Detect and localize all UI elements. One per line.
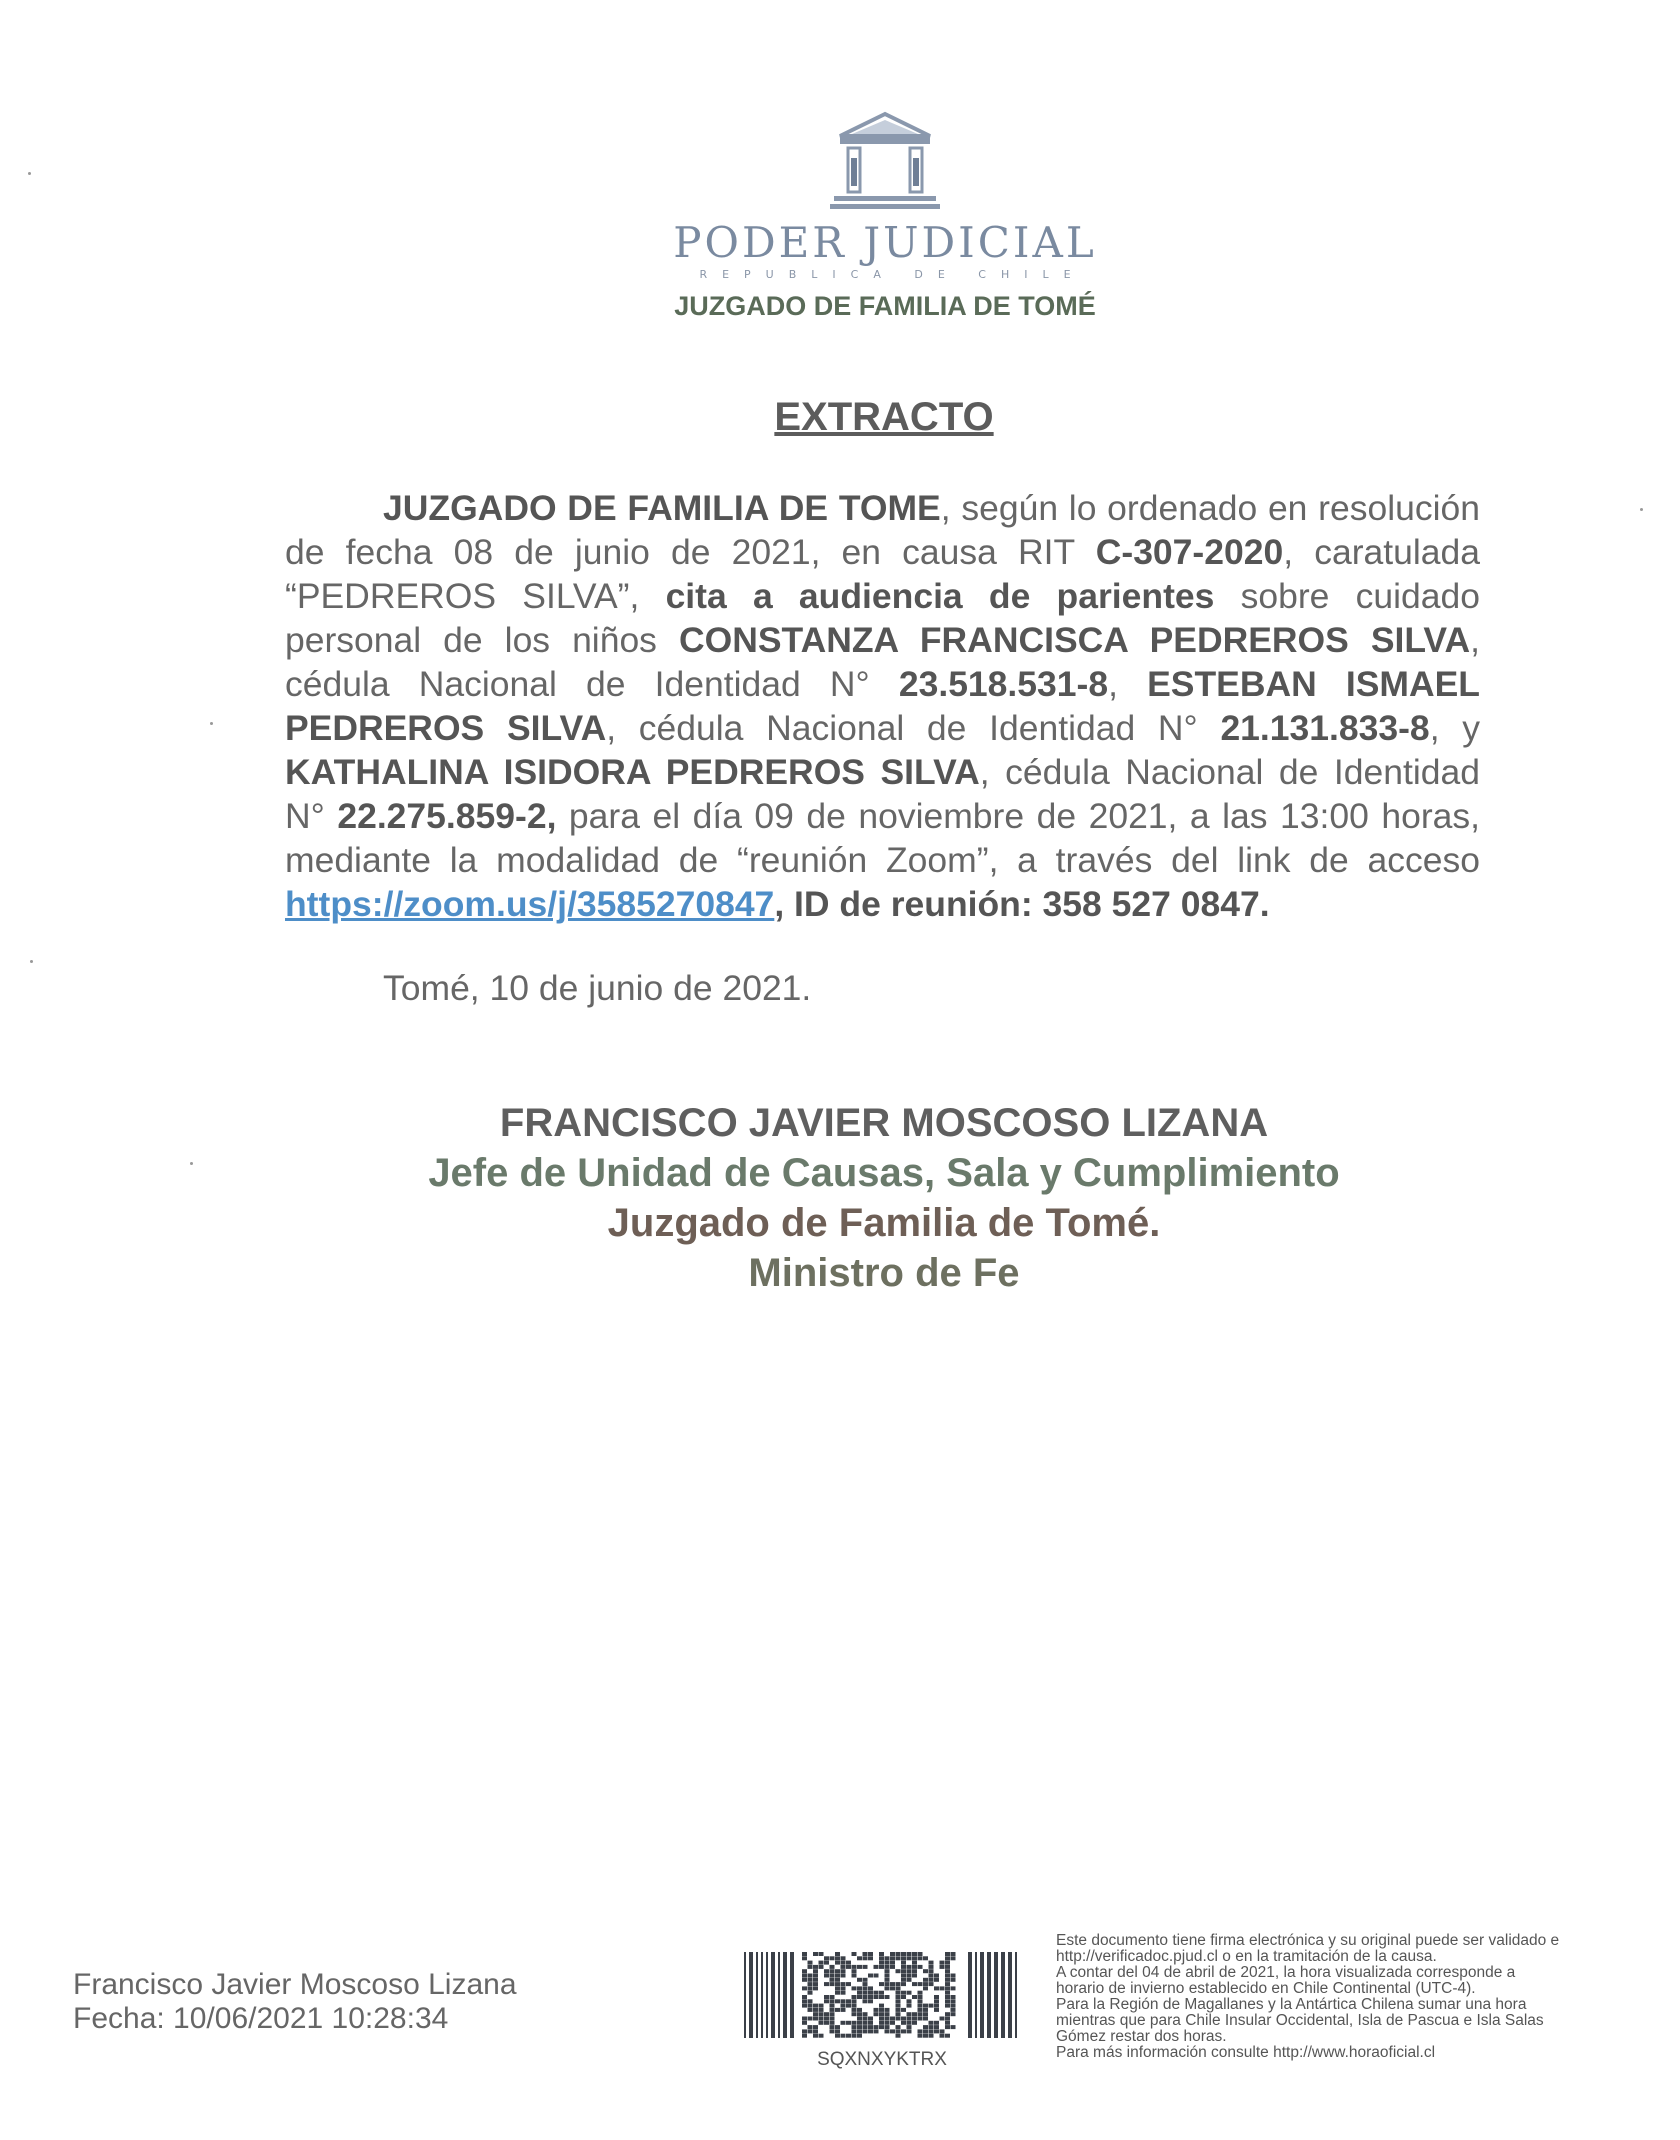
signatory-role: Jefe de Unidad de Causas, Sala y Cumplimiento <box>428 1151 1340 1195</box>
notice-line: mientras que para Chile Insular Occidental, Isla de Pascua e Isla Salas <box>1056 2012 1544 2029</box>
text-segment: , cédula Nacional de Identidad N° <box>285 752 1481 836</box>
verification-barcode <box>744 1950 1020 2071</box>
text-segment: , <box>1108 664 1148 704</box>
notice-line: Para la Región de Magallanes y la Antártica Chilena sumar una hora <box>1056 1996 1527 2013</box>
barcode-icon <box>744 1950 1020 2040</box>
document-title: EXTRACTO <box>774 395 994 439</box>
court-name: JUZGADO DE FAMILIA DE TOMÉ <box>674 291 1096 321</box>
notice-line: Este documento tiene firma electrónica y su original puede ser validado e <box>1056 1933 1560 1949</box>
child-name-1: CONSTANZA FRANCISCA PEDREROS SILVA <box>678 620 1471 660</box>
notice-line: http://verificadoc.pjud.cl o en la tramitación de la causa. <box>1056 1948 1437 1965</box>
place-date: Tomé, 10 de junio de 2021. <box>383 968 812 1008</box>
meeting-id: ID de reunión: 358 527 0847. <box>794 884 1270 924</box>
zoom-link[interactable]: https://zoom.us/j/3585270847 <box>285 884 775 924</box>
text-segment: , según lo ordenado en resolución de fecha 08 de junio de 2021, en causa RIT <box>285 488 1480 572</box>
child-id-2: 21.131.833-8 <box>1220 708 1430 748</box>
text-segment: , y <box>1429 708 1481 748</box>
signatory-name: FRANCISCO JAVIER MOSCOSO LIZANA <box>499 1101 1269 1145</box>
courthouse-logo-icon <box>830 108 940 214</box>
citation-text: cita a audiencia de parientes <box>665 576 1215 616</box>
letterhead <box>560 108 1210 322</box>
signature-timestamp: Fecha: 10/06/2021 10:28:34 <box>73 2002 449 2035</box>
notice-line: A contar del 04 de abril de 2021, la hora visualizada corresponde a <box>1056 1964 1516 1981</box>
institution-country: REPUBLICA DE CHILE <box>699 268 1086 281</box>
text-segment: para el día 09 de noviembre de 2021, a las 13:00 horas, mediante la modalidad de “reunión Zoom”, a través del link de acceso <box>285 796 1480 880</box>
notice-line: horario de invierno establecido en Chile Continental (UTC-4). <box>1056 1980 1476 1997</box>
text-segment: , cédula Nacional de Identidad N° <box>606 708 1221 748</box>
text-segment: , <box>774 884 795 924</box>
notice-line: Gómez restar dos horas. <box>1056 2028 1227 2045</box>
child-name-2: ESTEBAN ISMAEL PEDREROS SILVA <box>285 664 1480 748</box>
notice-line: Para más información consulte http://www.horaoficial.cl <box>1056 2044 1436 2061</box>
case-rit: C-307-2020 <box>1095 532 1284 572</box>
child-name-3: KATHALINA ISIDORA PEDREROS SILVA <box>285 752 980 792</box>
signatory-title: Ministro de Fe <box>748 1251 1020 1295</box>
signatory-court: Juzgado de Familia de Tomé. <box>607 1201 1161 1245</box>
court-reference: JUZGADO DE FAMILIA DE TOME <box>383 488 941 528</box>
text-segment: sobre cuidado personal de los niños <box>285 576 1480 660</box>
electronic-signer <box>73 1968 517 2036</box>
validation-notice <box>1056 1933 1680 2085</box>
verification-code: SQXNXYKTRX <box>817 2049 947 2070</box>
extract-paragraph <box>285 486 1480 926</box>
child-id-1: 23.518.531-8 <box>898 664 1109 704</box>
text-segment: , cédula Nacional de Identidad N° <box>285 620 1480 704</box>
extract-body <box>285 486 1480 926</box>
text-segment: , caratulada “PEDREROS SILVA”, <box>285 532 1480 616</box>
signature-block <box>0 1098 1680 1298</box>
institution-name: PODER JUDICIAL <box>673 218 1097 267</box>
signer-name: Francisco Javier Moscoso Lizana <box>73 1968 517 2001</box>
child-id-3: 22.275.859-2, <box>337 796 557 836</box>
